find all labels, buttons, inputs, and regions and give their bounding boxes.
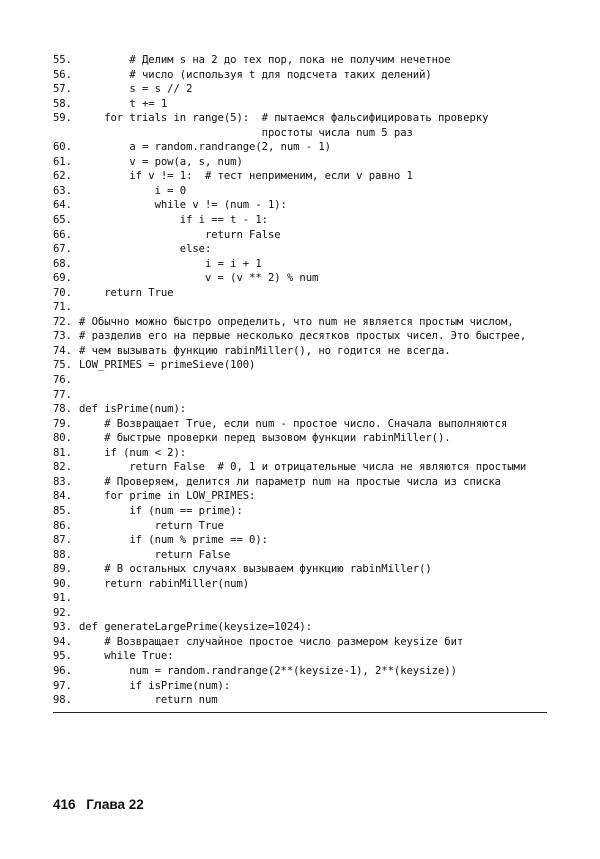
code-line	[53, 649, 548, 664]
code-line	[53, 315, 548, 330]
line-number: 79.	[53, 417, 72, 430]
code-text: if (num == prime):	[79, 504, 243, 517]
code-line	[53, 591, 548, 606]
code-text: while v != (num - 1):	[79, 199, 287, 212]
line-number: 71.	[53, 301, 72, 314]
line-number: 94.	[53, 635, 72, 648]
code-line	[53, 504, 548, 519]
code-text: if v != 1: # тест неприменим, если v равно 1	[79, 170, 413, 183]
code-text: LOW_PRIMES = primeSieve(100)	[79, 359, 256, 372]
code-text: while True:	[79, 650, 174, 663]
code-line	[53, 562, 548, 577]
code-line	[53, 82, 548, 97]
code-text: return False	[79, 548, 231, 561]
code-line	[53, 155, 548, 170]
code-text: # Проверяем, делится ли параметр num на простые числа из списка	[79, 475, 501, 488]
code-text: # В остальных случаях вызываем функцию rabinMiller()	[79, 563, 432, 576]
line-number: 85.	[53, 504, 72, 517]
code-text: def generateLargePrime(keysize=1024):	[79, 621, 313, 634]
code-text: # Обычно можно быстро определить, что num не является простым числом,	[79, 315, 514, 328]
line-number: 70.	[53, 286, 72, 299]
page-number: 416	[53, 797, 76, 812]
code-text: # Возвращает True, если num - простое число. Сначала выполняются	[79, 417, 508, 430]
code-line	[53, 402, 548, 417]
line-number: 95.	[53, 650, 72, 663]
line-number: 97.	[53, 679, 72, 692]
line-number: 75.	[53, 359, 72, 372]
code-line	[53, 606, 548, 621]
code-line	[53, 184, 548, 199]
code-text: i = i + 1	[79, 257, 262, 270]
code-line	[53, 358, 548, 373]
line-number: 87.	[53, 534, 72, 547]
line-number: 78.	[53, 403, 72, 416]
line-number: 59.	[53, 112, 72, 125]
line-number: 90.	[53, 577, 72, 590]
code-line	[53, 242, 548, 257]
line-number: 86.	[53, 519, 72, 532]
code-text: for prime in LOW_PRIMES:	[79, 490, 256, 503]
code-text: v = (v ** 2) % num	[79, 272, 319, 285]
line-number: 69.	[53, 272, 72, 285]
line-number: 72.	[53, 315, 72, 328]
code-line	[53, 111, 548, 126]
code-line	[53, 140, 548, 155]
code-line	[53, 431, 548, 446]
chapter-label: Глава 22	[86, 797, 144, 812]
code-line	[53, 68, 548, 83]
code-line	[53, 126, 548, 141]
code-line	[53, 577, 548, 592]
code-text: num = random.randrange(2**(keysize-1), 2**(keysize))	[79, 664, 457, 677]
code-line	[53, 198, 548, 213]
code-line	[53, 228, 548, 243]
code-text: return num	[79, 694, 218, 707]
code-line	[53, 446, 548, 461]
code-text: # быстрые проверки перед вызовом функции rabinMiller().	[79, 432, 451, 445]
code-line	[53, 329, 548, 344]
line-number: 82.	[53, 461, 72, 474]
code-line	[53, 635, 548, 650]
code-line	[53, 257, 548, 272]
code-text: return True	[79, 286, 174, 299]
line-number: 84.	[53, 490, 72, 503]
code-text: return rabinMiller(num)	[79, 577, 250, 590]
line-number: 62.	[53, 170, 72, 183]
code-line	[53, 53, 548, 68]
code-text: t += 1	[79, 97, 168, 110]
code-text: if i == t - 1:	[79, 214, 268, 227]
code-line	[53, 417, 548, 432]
line-number: 68.	[53, 257, 72, 270]
line-number: 55.	[53, 54, 72, 66]
code-line	[53, 97, 548, 112]
code-text: if isPrime(num):	[79, 679, 231, 692]
code-text: def isPrime(num):	[79, 403, 187, 416]
line-number: 88.	[53, 548, 72, 561]
code-text: # Возвращает случайное простое число размером keysize бит	[79, 635, 464, 648]
code-line	[53, 169, 548, 184]
code-line	[53, 620, 548, 635]
code-line	[53, 679, 548, 694]
line-number: 65.	[53, 214, 72, 227]
code-line	[53, 489, 548, 504]
code-line	[53, 344, 548, 359]
code-text: i = 0	[79, 184, 187, 197]
line-number: 56.	[53, 68, 72, 81]
code-text: s = s // 2	[79, 83, 193, 96]
code-line	[53, 548, 548, 563]
code-text: if (num % prime == 0):	[79, 534, 268, 547]
line-number: 61.	[53, 155, 72, 168]
code-text: # число (используя t для подсчета таких делений)	[79, 68, 432, 81]
listing-end-rule	[53, 712, 547, 713]
line-number: 64.	[53, 199, 72, 212]
code-line	[53, 300, 548, 315]
code-text: for trials in range(5): # пытаемся фальсифицировать проверку	[79, 112, 489, 125]
line-number: 77.	[53, 388, 72, 401]
line-number: 80.	[53, 432, 72, 445]
code-text: # чем вызывать функцию rabinMiller(), но годится не всегда.	[79, 344, 451, 357]
line-number: 74.	[53, 344, 72, 357]
code-line	[53, 460, 548, 475]
code-listing	[53, 53, 548, 708]
code-line	[53, 533, 548, 548]
line-number: 63.	[53, 184, 72, 197]
code-text: # разделив его на первые несколько десятков простых чисел. Это быстрее,	[79, 330, 527, 343]
code-line	[53, 373, 548, 388]
code-text: v = pow(a, s, num)	[79, 155, 243, 168]
line-number: 58.	[53, 97, 72, 110]
page-footer	[53, 797, 144, 812]
line-number: 57.	[53, 83, 72, 96]
line-number: 81.	[53, 446, 72, 459]
line-number: 67.	[53, 243, 72, 256]
code-text: if (num < 2):	[79, 446, 187, 459]
line-number: 60.	[53, 141, 72, 154]
line-number: 96.	[53, 664, 72, 677]
line-number: 73.	[53, 330, 72, 343]
code-line	[53, 475, 548, 490]
code-text: простоты числа num 5 раз	[79, 126, 413, 139]
line-number: 76.	[53, 374, 72, 387]
line-number: 92.	[53, 606, 72, 619]
code-line	[53, 286, 548, 301]
code-line	[53, 213, 548, 228]
code-line	[53, 664, 548, 679]
code-text: # Делим s на 2 до тех пор, пока не получим нечетное	[79, 54, 451, 66]
line-number: 98.	[53, 694, 72, 707]
line-number: 93.	[53, 621, 72, 634]
code-text: else:	[79, 243, 212, 256]
line-number: 89.	[53, 563, 72, 576]
code-line	[53, 519, 548, 534]
code-line	[53, 388, 548, 403]
code-text: a = random.randrange(2, num - 1)	[79, 141, 331, 154]
code-text: return False	[79, 228, 281, 241]
code-text: return False # 0, 1 и отрицательные числа не являются простыми	[79, 461, 527, 474]
line-number: 66.	[53, 228, 72, 241]
code-line	[53, 271, 548, 286]
line-number: 83.	[53, 475, 72, 488]
line-number: 91.	[53, 592, 72, 605]
code-line	[53, 693, 548, 708]
code-text: return True	[79, 519, 224, 532]
